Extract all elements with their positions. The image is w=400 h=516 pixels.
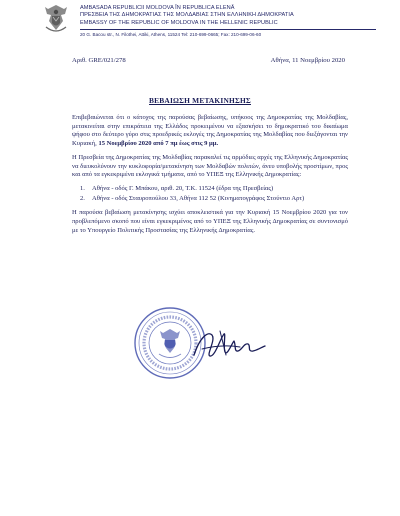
election-datetime: 15 Νοεμβρίου 2020 από 7 πμ έως στις 9 μμ.: [98, 140, 219, 148]
list-item-number: 2.: [80, 194, 85, 202]
embassy-name-english: EMBASSY OF THE REPUBLIC OF MOLDOVA IN THE HELLENIC REPUBLIC: [80, 19, 278, 26]
paragraph-confirmation-text: Επιβεβαιώνεται ότι ο κάτοχος της παρούσας βεβαίωσης, υπήκοος της Δημοκρατίας της Μολδαβίας, μετακινείται στην επικράτεια της Ελλάδος προκειμένου να εξασκήσει το δημοκρατικό του δικαίωμα ψήφου στο δεύτερο γύρο στις προεδρικές εκλογές της Δημοκρατίας της Μολδαβίας που διεξάγονται την Κυριακή,: [72, 114, 348, 148]
list-item-text: Αθήνα - οδός Σταυροπούλου 33, Αθήνα 112 52 (Κινηματογράφος Στούντιο Αρτ): [92, 194, 305, 202]
coat-of-arms-icon: [42, 3, 70, 36]
paragraph-confirmation: [72, 114, 348, 149]
signature-icon: [190, 325, 268, 365]
embassy-address: 20 G. Bacou str., N. Filothei, Attiki, Athens, 11524 Tel: 210-699-0665; Fax: 210-699-06-60: [80, 32, 262, 37]
list-item: [80, 195, 348, 204]
embassy-name-romanian: AMBASADA REPUBLICII MOLDOVA ÎN REPUBLICA ELENĂ: [80, 5, 235, 11]
letterhead: [0, 0, 400, 44]
document-title: ΒΕΒΑΙΩΣΗ ΜΕΤΑΚΙΝΗΣΗΣ: [149, 96, 251, 105]
reference-number: Αριθ. GRE/021/278: [72, 57, 126, 64]
embassy-name-greek: ΠΡΕΣΒΕΙΑ ΤΗΣ ΔΗΜΟΚΡΑΤΙΑΣ ΤΗΣ ΜΟΛΔΑΒΙΑΣ ΣΤΗΝ ΕΛΛΗΝΙΚΗ ΔΗΜΟΚΡΑΤΙΑ: [80, 12, 294, 19]
polling-stations-list: [72, 185, 348, 203]
list-item-text: Αθήνα - οδός Γ. Μπάκου, αριθ. 20, Τ.Κ. 11524 (έδρα της Πρεσβείας): [92, 184, 274, 192]
paragraph-request: Η Πρεσβεία της Δημοκρατίας της Μολδαβίας παρακαλεί τις αρμόδιες αρχές της Ελληνικής Δημοκρατίας να διευκολύνουν την κυκλοφορία/μετακίνηση των Μολδαβών πολιτών, άνευ υποβολής προστίμων, προς και από τα εγκεκριμένα εκλογικά τμήματα, από το ΥΠΕΞ της Ελληνικής Δημοκρατίας:: [72, 153, 348, 179]
list-item: [80, 185, 348, 194]
document-body: [72, 114, 348, 240]
document-date: Αθήνα, 11 Νοεμβρίου 2020: [270, 57, 345, 64]
header-divider: [80, 29, 376, 30]
list-item-number: 1.: [80, 184, 85, 192]
paragraph-validity: Η παρούσα βεβαίωση μετακίνησης ισχύει αποκλειστικά για την Κυριακή 15 Νοεμβρίου 2020 για τον προβλεπόμενο σκοπό που είναι εγκεκριμένος από το ΥΠΕΞ της Ελληνικής Δημοκρατίας σε συντονισμό με το Υπουργείο Πολιτικής Προστασίας της Ελληνικής Δημοκρατίας.: [72, 209, 348, 234]
